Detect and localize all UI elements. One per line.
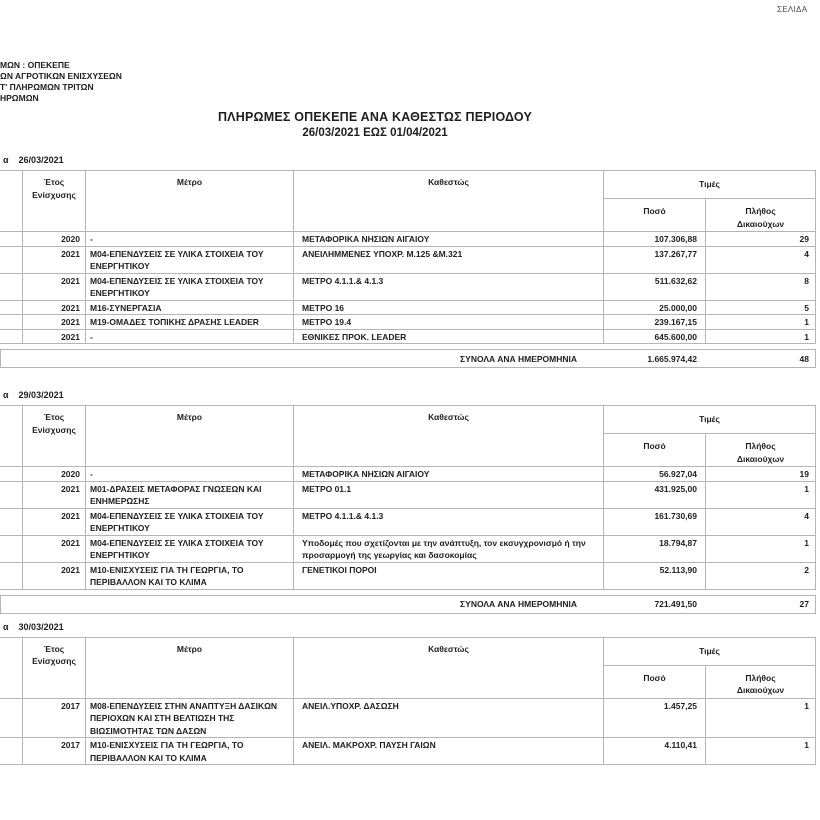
cell-count: 8 [706, 273, 816, 300]
cell-measure: - [86, 467, 294, 482]
cell-amount: 239.167,15 [604, 315, 706, 330]
cell-measure: - [86, 232, 294, 247]
date-sections-container [0, 155, 820, 765]
cell-year: 2021 [23, 481, 86, 508]
cell-cut [0, 698, 23, 738]
table-row [0, 467, 816, 482]
year-column-header: Έτος Ενίσχυσης [23, 171, 86, 232]
payments-table-body [0, 232, 816, 344]
table-row [0, 246, 816, 273]
cell-regime: ΕΘΝΙΚΕΣ ΠΡΟΚ. LEADER [294, 329, 604, 344]
cell-amount: 137.267,77 [604, 246, 706, 273]
cell-amount: 645.600,00 [604, 329, 706, 344]
cell-cut [0, 467, 23, 482]
cell-count: 29 [706, 232, 816, 247]
cell-cut [0, 562, 23, 589]
cell-measure: - [86, 329, 294, 344]
cell-count: 19 [706, 467, 816, 482]
measure-column-header: Μέτρο [86, 637, 294, 698]
regime-column-header: Καθεστώς [294, 406, 604, 467]
section-date: 29/03/2021 [18, 390, 64, 400]
cell-measure: M04-ΕΠΕΝΔΥΣΕΙΣ ΣΕ ΥΛΙΚΑ ΣΤΟΙΧΕΙΑ ΤΟΥ ΕΝΕΡΓΗΤΙΚΟΥ [86, 273, 294, 300]
cell-count: 4 [706, 508, 816, 535]
measure-column-header: Μέτρο [86, 406, 294, 467]
cell-cut [0, 535, 23, 562]
cell-measure: M04-ΕΠΕΝΔΥΣΕΙΣ ΣΕ ΥΛΙΚΑ ΣΤΟΙΧΕΙΑ ΤΟΥ ΕΝΕΡΓΗΤΙΚΟΥ [86, 246, 294, 273]
cell-year: 2021 [23, 273, 86, 300]
regime-column-header: Καθεστώς [294, 171, 604, 232]
cell-amount: 18.794,87 [604, 535, 706, 562]
table-row [0, 698, 816, 738]
amount-column-header: Ποσό [604, 434, 706, 467]
date-section [0, 390, 820, 614]
org-header-line: ΩΝ ΑΓΡΟΤΙΚΩΝ ΕΝΙΣΧΥΣΕΩΝ [0, 71, 122, 81]
cell-cut [0, 246, 23, 273]
cell-cut [0, 508, 23, 535]
section-date: 30/03/2021 [18, 621, 64, 632]
cell-measure: M04-ΕΠΕΝΔΥΣΕΙΣ ΣΕ ΥΛΙΚΑ ΣΤΟΙΧΕΙΑ ΤΟΥ ΕΝΕΡΓΗΤΙΚΟΥ [86, 508, 294, 535]
org-header-line: ΜΩΝ : ΟΠΕΚΕΠΕ [0, 60, 70, 70]
cell-count: 5 [706, 300, 816, 315]
date-label-fragment: α [3, 155, 9, 165]
cell-regime: ΜΕΤΡΟ 4.1.1.& 4.1.3 [294, 273, 604, 300]
table-row [0, 738, 816, 765]
cell-regime: ΑΝΕΙΛ.ΥΠΟΧΡ. ΔΑΣΩΣΗ [294, 698, 604, 738]
cell-count: 1 [706, 329, 816, 344]
totals-label: ΣΥΝΟΛΑ ΑΝΑ ΗΜΕΡΟΜΗΝΙΑ [460, 353, 577, 364]
org-header-block [0, 60, 122, 104]
year-column-header: Έτος Ενίσχυσης [23, 406, 86, 467]
cell-regime: ΑΝΕΙΛ. ΜΑΚΡΟΧΡ. ΠΑΥΣΗ ΓΑΙΩΝ [294, 738, 604, 765]
totals-label: ΣΥΝΟΛΑ ΑΝΑ ΗΜΕΡΟΜΗΝΙΑ [460, 599, 577, 609]
daily-totals-row [0, 595, 816, 614]
cell-cut [0, 329, 23, 344]
amount-column-header: Ποσό [604, 665, 706, 698]
totals-count: 48 [799, 353, 809, 364]
report-subtitle: 26/03/2021 ΕΩΣ 01/04/2021 [302, 127, 448, 139]
cell-amount: 1.457,25 [604, 698, 706, 738]
cell-regime: ΜΕΤΑΦΟΡΙΚΑ ΝΗΣΙΩΝ ΑΙΓΑΙΟΥ [294, 467, 604, 482]
table-row [0, 329, 816, 344]
cell-cut [0, 481, 23, 508]
cell-regime: ΜΕΤΑΦΟΡΙΚΑ ΝΗΣΙΩΝ ΑΙΓΑΙΟΥ [294, 232, 604, 247]
cell-year: 2021 [23, 508, 86, 535]
cell-year: 2020 [23, 467, 86, 482]
cell-count: 2 [706, 562, 816, 589]
cell-cut [0, 273, 23, 300]
cell-measure: M04-ΕΠΕΝΔΥΣΕΙΣ ΣΕ ΥΛΙΚΑ ΣΤΟΙΧΕΙΑ ΤΟΥ ΕΝΕΡΓΗΤΙΚΟΥ [86, 535, 294, 562]
cell-year: 2021 [23, 300, 86, 315]
report-title: ΠΛΗΡΩΜΕΣ ΟΠΕΚΕΠΕ ΑΝΑ ΚΑΘΕΣΤΩΣ ΠΕΡΙΟΔΟΥ [217, 110, 533, 124]
table-row [0, 508, 816, 535]
payments-table [0, 170, 816, 344]
date-section [0, 622, 820, 766]
totals-amount: 1.665.974,42 [647, 353, 697, 364]
table-row [0, 562, 816, 589]
values-group-header: Τιμές [604, 406, 816, 434]
org-header-line: Τ' ΠΛΗΡΩΜΩΝ ΤΡΙΤΩΝ [0, 82, 94, 92]
cell-measure: M08-ΕΠΕΝΔΥΣΕΙΣ ΣΤΗΝ ΑΝΑΠΤΥΞΗ ΔΑΣΙΚΩΝ ΠΕΡΙΟΧΩΝ ΚΑΙ ΣΤΗ ΒΕΛΤΙΩΣΗ ΤΗΣ ΒΙΩΣΙΜΟΤΗΤΑΣ ΤΩΝ ΔΑΣΩΝ [86, 698, 294, 738]
cell-year: 2017 [23, 698, 86, 738]
cell-regime: ΑΝΕΙΛΗΜΜΕΝΕΣ ΥΠΟΧΡ. Μ.125 &Μ.321 [294, 246, 604, 273]
cell-amount: 52.113,90 [604, 562, 706, 589]
cell-amount: 511.632,62 [604, 273, 706, 300]
table-row [0, 481, 816, 508]
section-date: 26/03/2021 [18, 155, 64, 165]
cell-count: 4 [706, 246, 816, 273]
cut-column-header [0, 637, 23, 698]
cell-amount: 25.000,00 [604, 300, 706, 315]
cell-amount: 4.110,41 [604, 738, 706, 765]
payments-table-body [0, 698, 816, 765]
cell-count: 1 [706, 481, 816, 508]
cell-regime: ΜΕΤΡΟ 16 [294, 300, 604, 315]
table-row [0, 535, 816, 562]
count-column-header: Πλήθος Δικαιούχων [706, 199, 816, 232]
regime-column-header: Καθεστώς [294, 637, 604, 698]
year-column-header: Έτος Ενίσχυσης [23, 637, 86, 698]
count-column-header: Πλήθος Δικαιούχων [706, 665, 816, 698]
cell-count: 1 [706, 315, 816, 330]
table-row [0, 232, 816, 247]
table-row [0, 300, 816, 315]
report-title-block [0, 110, 750, 139]
measure-column-header: Μέτρο [86, 171, 294, 232]
cut-column-header [0, 171, 23, 232]
date-label-fragment: α [3, 390, 9, 400]
table-row [0, 273, 816, 300]
totals-amount: 721.491,50 [654, 599, 697, 609]
amount-column-header: Ποσό [604, 199, 706, 232]
date-section [0, 155, 820, 368]
page-number-label: ΣΕΛΙΔΑ [777, 5, 808, 14]
payments-table-body [0, 467, 816, 590]
section-date-line [3, 155, 820, 167]
cell-year: 2017 [23, 738, 86, 765]
cell-regime: Υποδομές που σχετίζονται με την ανάπτυξη, τον εκσυγχρονισμό ή την προσαρμογή της γεωργίας και δασοκομίας [294, 535, 604, 562]
values-group-header: Τιμές [604, 637, 816, 665]
cell-year: 2021 [23, 246, 86, 273]
totals-count: 27 [799, 599, 809, 609]
cell-year: 2021 [23, 562, 86, 589]
payments-table [0, 637, 816, 766]
cell-count: 1 [706, 535, 816, 562]
cell-regime: ΜΕΤΡΟ 4.1.1.& 4.1.3 [294, 508, 604, 535]
count-column-header: Πλήθος Δικαιούχων [706, 434, 816, 467]
cell-measure: M10-ΕΝΙΣΧΥΣΕΙΣ ΓΙΑ ΤΗ ΓΕΩΡΓΙΑ, ΤΟ ΠΕΡΙΒΑΛΛΟΝ ΚΑΙ ΤΟ ΚΛΙΜΑ [86, 562, 294, 589]
cell-count: 1 [706, 698, 816, 738]
cell-cut [0, 300, 23, 315]
cell-measure: M10-ΕΝΙΣΧΥΣΕΙΣ ΓΙΑ ΤΗ ΓΕΩΡΓΙΑ, ΤΟ ΠΕΡΙΒΑΛΛΟΝ ΚΑΙ ΤΟ ΚΛΙΜΑ [86, 738, 294, 765]
cell-measure: M19-ΟΜΑΔΕΣ ΤΟΠΙΚΗΣ ΔΡΑΣΗΣ LEADER [86, 315, 294, 330]
cell-amount: 431.925,00 [604, 481, 706, 508]
section-date-line [3, 390, 820, 402]
payments-table [0, 405, 816, 590]
cell-measure: M16-ΣΥΝΕΡΓΑΣΙΑ [86, 300, 294, 315]
cell-amount: 107.306,88 [604, 232, 706, 247]
cell-year: 2021 [23, 329, 86, 344]
daily-totals-row [0, 349, 816, 368]
section-date-line [3, 622, 820, 634]
cell-count: 1 [706, 738, 816, 765]
cell-cut [0, 232, 23, 247]
cell-cut [0, 315, 23, 330]
cell-year: 2020 [23, 232, 86, 247]
table-row [0, 315, 816, 330]
cell-year: 2021 [23, 315, 86, 330]
cell-regime: ΜΕΤΡΟ 19.4 [294, 315, 604, 330]
cell-cut [0, 738, 23, 765]
cell-amount: 56.927,04 [604, 467, 706, 482]
cell-amount: 161.730,69 [604, 508, 706, 535]
cell-measure: M01-ΔΡΑΣΕΙΣ ΜΕΤΑΦΟΡΑΣ ΓΝΩΣΕΩΝ ΚΑΙ ΕΝΗΜΕΡΩΣΗΣ [86, 481, 294, 508]
cell-regime: ΓΕΝΕΤΙΚΟΙ ΠΟΡΟΙ [294, 562, 604, 589]
date-label-fragment: α [3, 621, 9, 632]
cell-year: 2021 [23, 535, 86, 562]
org-header-line: ΗΡΩΜΩΝ [0, 93, 39, 103]
cell-regime: ΜΕΤΡΟ 01.1 [294, 481, 604, 508]
values-group-header: Τιμές [604, 171, 816, 199]
cut-column-header [0, 406, 23, 467]
